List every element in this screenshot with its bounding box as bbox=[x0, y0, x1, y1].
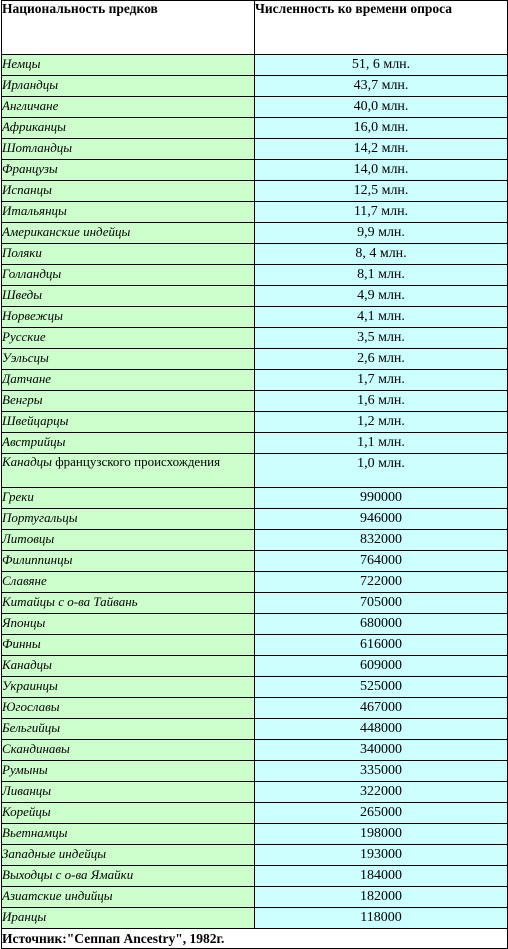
count-cell: 43,7 млн. bbox=[255, 76, 508, 97]
table-row bbox=[2, 656, 508, 677]
nationality-cell bbox=[2, 488, 255, 509]
table-row bbox=[2, 698, 508, 719]
nationality-cell bbox=[2, 265, 255, 286]
table-row bbox=[2, 223, 508, 244]
nationality-cell bbox=[2, 202, 255, 223]
nationality-name: Бельгийцы bbox=[2, 720, 61, 735]
nationality-name: Испанцы bbox=[2, 182, 52, 197]
nationality-cell bbox=[2, 551, 255, 572]
nationality-cell bbox=[2, 181, 255, 202]
table-row bbox=[2, 803, 508, 824]
nationality-cell bbox=[2, 635, 255, 656]
nationality-cell bbox=[2, 866, 255, 887]
count-cell: 722000 bbox=[255, 572, 508, 593]
nationality-name: Французы bbox=[2, 161, 58, 176]
nationality-cell bbox=[2, 782, 255, 803]
table-row bbox=[2, 412, 508, 433]
table-body bbox=[2, 1, 508, 949]
footer-row bbox=[2, 929, 508, 949]
nationality-name: Вьетнамцы bbox=[2, 825, 68, 840]
table-row bbox=[2, 572, 508, 593]
nationality-name: Финны bbox=[2, 636, 41, 651]
count-cell: 184000 bbox=[255, 866, 508, 887]
table-row bbox=[2, 118, 508, 139]
count-cell: 1,2 млн. bbox=[255, 412, 508, 433]
count-cell: 8, 4 млн. bbox=[255, 244, 508, 265]
nationality-cell bbox=[2, 530, 255, 551]
nationality-name: Австрийцы bbox=[2, 434, 66, 449]
header-nationality: Национальность предков bbox=[2, 1, 255, 55]
table-row bbox=[2, 719, 508, 740]
table-row bbox=[2, 181, 508, 202]
nationality-name: Выходцы с о-ва Ямайки bbox=[2, 867, 134, 882]
nationality-name: Венгры bbox=[2, 392, 43, 407]
header-row bbox=[2, 1, 508, 55]
header-count: Численность ко времени опроса bbox=[255, 1, 508, 55]
nationality-cell bbox=[2, 572, 255, 593]
nationality-cell bbox=[2, 454, 255, 488]
nationality-cell bbox=[2, 97, 255, 118]
nationality-cell bbox=[2, 677, 255, 698]
count-cell: 14,0 млн. bbox=[255, 160, 508, 181]
count-cell: 1,0 млн. bbox=[255, 454, 508, 488]
nationality-cell bbox=[2, 307, 255, 328]
nationality-name: Западные индейцы bbox=[2, 846, 107, 861]
nationality-name: Немцы bbox=[2, 56, 41, 71]
nationality-name: Югославы bbox=[2, 699, 60, 714]
table-row bbox=[2, 887, 508, 908]
nationality-cell bbox=[2, 76, 255, 97]
table-row bbox=[2, 908, 508, 929]
table-row bbox=[2, 307, 508, 328]
nationality-name: Канадцы bbox=[2, 657, 52, 672]
nationality-cell bbox=[2, 433, 255, 454]
nationality-name: Уэльсцы bbox=[2, 350, 49, 365]
table-row bbox=[2, 97, 508, 118]
count-cell: 340000 bbox=[255, 740, 508, 761]
table-row bbox=[2, 391, 508, 412]
count-cell: 525000 bbox=[255, 677, 508, 698]
table-row bbox=[2, 349, 508, 370]
count-cell: 118000 bbox=[255, 908, 508, 929]
count-cell: 9,9 млн. bbox=[255, 223, 508, 244]
table-row bbox=[2, 488, 508, 509]
count-cell: 14,2 млн. bbox=[255, 139, 508, 160]
nationality-name: Славяне bbox=[2, 573, 47, 588]
count-cell: 12,5 млн. bbox=[255, 181, 508, 202]
nationality-name: Филиппинцы bbox=[2, 552, 73, 567]
table-row bbox=[2, 265, 508, 286]
table-row bbox=[2, 139, 508, 160]
count-cell: 193000 bbox=[255, 845, 508, 866]
nationality-cell bbox=[2, 698, 255, 719]
count-cell: 1,1 млн. bbox=[255, 433, 508, 454]
table-row bbox=[2, 593, 508, 614]
table-row bbox=[2, 76, 508, 97]
nationality-cell bbox=[2, 656, 255, 677]
count-cell: 16,0 млн. bbox=[255, 118, 508, 139]
nationality-cell bbox=[2, 391, 255, 412]
nationality-name: Греки bbox=[2, 489, 34, 504]
nationality-cell bbox=[2, 824, 255, 845]
count-cell: 198000 bbox=[255, 824, 508, 845]
nationality-name-rest: французского происхождения bbox=[51, 454, 221, 469]
nationality-name: Африканцы bbox=[2, 119, 66, 134]
nationality-name: Ливанцы bbox=[2, 783, 52, 798]
count-cell: 265000 bbox=[255, 803, 508, 824]
table-row bbox=[2, 635, 508, 656]
count-cell: 946000 bbox=[255, 509, 508, 530]
table-row bbox=[2, 244, 508, 265]
count-cell: 8,1 млн. bbox=[255, 265, 508, 286]
nationality-cell bbox=[2, 509, 255, 530]
nationality-cell bbox=[2, 328, 255, 349]
nationality-name: Иранцы bbox=[2, 909, 47, 924]
count-cell: 1,6 млн. bbox=[255, 391, 508, 412]
table-row bbox=[2, 866, 508, 887]
nationality-name: Русские bbox=[2, 329, 46, 344]
count-cell: 51, 6 млн. bbox=[255, 55, 508, 76]
nationality-name: Ирландцы bbox=[2, 77, 59, 92]
nationality-name: Китайцы с о-ва Тайвань bbox=[2, 594, 138, 609]
count-cell: 2,6 млн. bbox=[255, 349, 508, 370]
nationality-cell bbox=[2, 887, 255, 908]
nationality-cell bbox=[2, 349, 255, 370]
ancestry-table bbox=[1, 0, 508, 949]
table-row bbox=[2, 845, 508, 866]
nationality-cell bbox=[2, 761, 255, 782]
table-row bbox=[2, 740, 508, 761]
table-row bbox=[2, 328, 508, 349]
table-row bbox=[2, 55, 508, 76]
table-row bbox=[2, 677, 508, 698]
nationality-cell bbox=[2, 593, 255, 614]
nationality-name: Украинцы bbox=[2, 678, 58, 693]
table-row bbox=[2, 370, 508, 391]
count-cell: 1,7 млн. bbox=[255, 370, 508, 391]
nationality-cell bbox=[2, 614, 255, 635]
count-cell: 322000 bbox=[255, 782, 508, 803]
nationality-cell bbox=[2, 223, 255, 244]
nationality-name: Японцы bbox=[2, 615, 46, 630]
count-cell: 4,1 млн. bbox=[255, 307, 508, 328]
nationality-cell bbox=[2, 370, 255, 391]
nationality-name: Швейцарцы bbox=[2, 413, 69, 428]
count-cell: 4,9 млн. bbox=[255, 286, 508, 307]
table-row bbox=[2, 761, 508, 782]
nationality-name: Канадцы bbox=[2, 454, 52, 469]
nationality-cell bbox=[2, 55, 255, 76]
count-cell: 335000 bbox=[255, 761, 508, 782]
nationality-name: Румыны bbox=[2, 762, 48, 777]
count-cell: 448000 bbox=[255, 719, 508, 740]
count-cell: 11,7 млн. bbox=[255, 202, 508, 223]
table-row bbox=[2, 160, 508, 181]
nationality-cell bbox=[2, 908, 255, 929]
count-cell: 764000 bbox=[255, 551, 508, 572]
count-cell: 990000 bbox=[255, 488, 508, 509]
nationality-cell bbox=[2, 160, 255, 181]
nationality-cell bbox=[2, 244, 255, 265]
table-row bbox=[2, 551, 508, 572]
nationality-name: Голландцы bbox=[2, 266, 62, 281]
table-row bbox=[2, 614, 508, 635]
nationality-name: Итальянцы bbox=[2, 203, 67, 218]
table-row bbox=[2, 433, 508, 454]
table-row bbox=[2, 509, 508, 530]
table-row bbox=[2, 202, 508, 223]
count-cell: 40,0 млн. bbox=[255, 97, 508, 118]
table-row bbox=[2, 530, 508, 551]
nationality-cell bbox=[2, 139, 255, 160]
count-cell: 832000 bbox=[255, 530, 508, 551]
nationality-name: Англичане bbox=[2, 98, 59, 113]
count-cell: 705000 bbox=[255, 593, 508, 614]
source-note: Источник:"Сеппап Ancestry", 1982г. bbox=[2, 929, 508, 949]
nationality-name: Американские индейцы bbox=[2, 224, 131, 239]
nationality-cell bbox=[2, 118, 255, 139]
table-row bbox=[2, 454, 508, 488]
nationality-name: Корейцы bbox=[2, 804, 51, 819]
nationality-name: Азиатские индийцы bbox=[2, 888, 113, 903]
nationality-cell bbox=[2, 845, 255, 866]
count-cell: 680000 bbox=[255, 614, 508, 635]
nationality-cell bbox=[2, 719, 255, 740]
table-row bbox=[2, 824, 508, 845]
count-cell: 616000 bbox=[255, 635, 508, 656]
nationality-name: Шотландцы bbox=[2, 140, 73, 155]
nationality-name: Датчане bbox=[2, 371, 52, 386]
table-row bbox=[2, 286, 508, 307]
nationality-name: Португальцы bbox=[2, 510, 78, 525]
nationality-cell bbox=[2, 412, 255, 433]
table-row bbox=[2, 782, 508, 803]
nationality-name: Шведы bbox=[2, 287, 43, 302]
nationality-cell bbox=[2, 803, 255, 824]
nationality-name: Поляки bbox=[2, 245, 42, 260]
count-cell: 467000 bbox=[255, 698, 508, 719]
count-cell: 182000 bbox=[255, 887, 508, 908]
count-cell: 3,5 млн. bbox=[255, 328, 508, 349]
count-cell: 609000 bbox=[255, 656, 508, 677]
nationality-name: Норвежцы bbox=[2, 308, 63, 323]
nationality-cell bbox=[2, 740, 255, 761]
nationality-name: Скандинавы bbox=[2, 741, 70, 756]
nationality-name: Литовцы bbox=[2, 531, 55, 546]
nationality-cell bbox=[2, 286, 255, 307]
